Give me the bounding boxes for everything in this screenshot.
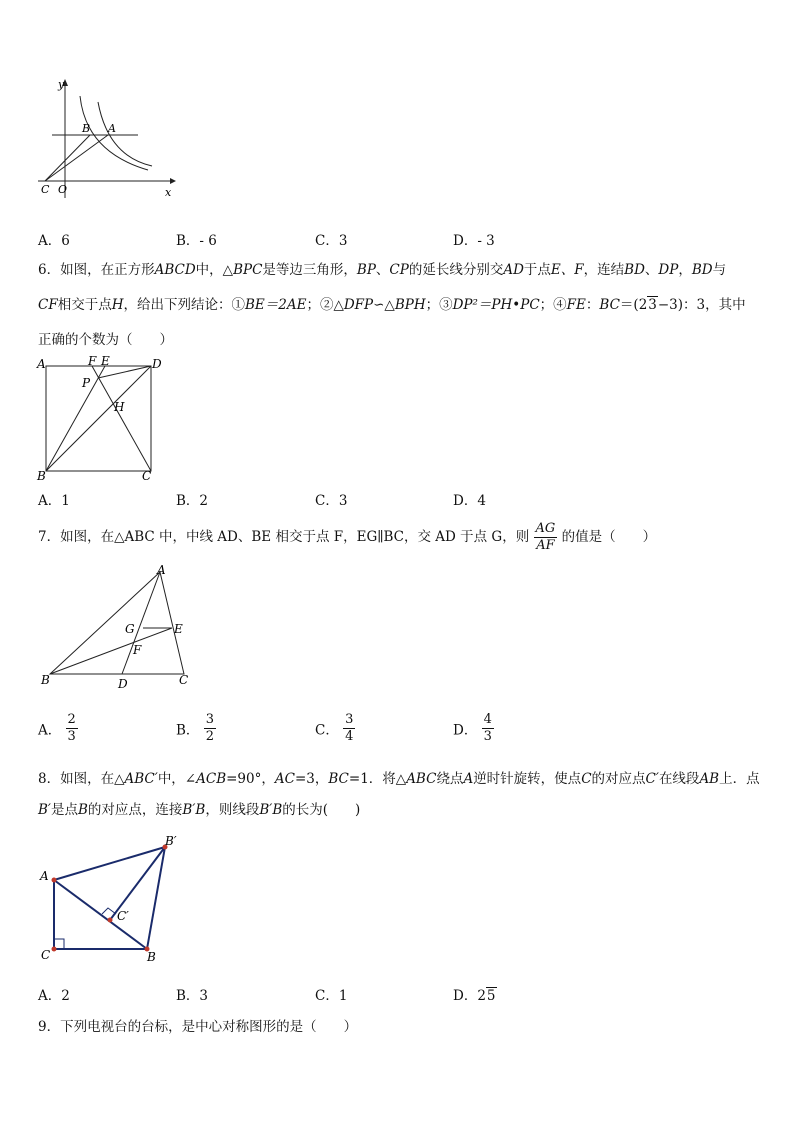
q6-line-1: 6．如图，在正方形ABCD中，△BPC是等边三角形，BP、CP的延长线分别交AD于点E、F，连结BD、DP，BD与 (38, 262, 727, 278)
q7-label-a: A (157, 563, 166, 577)
q7-figure (36, 562, 196, 692)
q8-label-b: B (147, 950, 156, 964)
q7-label-b: B (41, 673, 50, 687)
q5-label-c: C (41, 183, 50, 196)
q8-option-b[interactable]: B．3 (176, 988, 209, 1004)
q7-label-g: G (125, 622, 135, 636)
q5-figure (30, 74, 180, 204)
q7-option-b[interactable]: B． $\frac{3}{2}$ (176, 712, 214, 744)
q8-label-b-prime: B′ (165, 834, 177, 848)
q6-label-a: A (37, 357, 46, 371)
q6-label-h: H (114, 400, 125, 414)
q7-text: 7．如图，在△ABC 中，中线 AD、BE 相交于点 F，EG∥BC，交 AD 于点 G，则 $\frac{AG}{AF}$ 的值是（ ） (38, 521, 657, 553)
q6-label-f: F (88, 354, 97, 368)
q8-label-c: C (41, 948, 51, 962)
q5-option-a[interactable]: A．6 (38, 233, 70, 249)
q6-label-e: E (101, 354, 110, 368)
q7-option-c[interactable]: C． $\frac{3}{4}$ (315, 712, 354, 744)
q6-option-d[interactable]: D．4 (453, 493, 486, 509)
q8-label-a: A (40, 869, 49, 883)
q6-option-a[interactable]: A．1 (38, 493, 70, 509)
q6-label-b: B (37, 469, 46, 483)
q8-option-d[interactable]: D．25 (453, 988, 496, 1004)
q6-label-c: C (142, 469, 152, 483)
q5-label-o: O (58, 183, 68, 196)
q6-line-3: 正确的个数为（ ） (38, 332, 173, 348)
q6-option-b[interactable]: B．2 (176, 493, 209, 509)
q8-label-c-prime: C′ (117, 909, 129, 923)
q7-label-c: C (179, 673, 189, 687)
q6-figure (34, 354, 166, 484)
q7-label-d: D (118, 677, 128, 691)
q7-fraction: $\frac{AG}{AF}$ (535, 521, 556, 553)
q6-option-c[interactable]: C．3 (315, 493, 348, 509)
sqrt-symbol: 5 (486, 988, 496, 1004)
q7-label-e: E (174, 622, 183, 636)
q8-option-a[interactable]: A．2 (38, 988, 70, 1004)
q6-label-p: P (82, 376, 91, 390)
q5-label-b: B (82, 122, 91, 135)
sqrt-symbol: 3 (648, 297, 657, 313)
q6-label-d: D (152, 357, 162, 371)
q8-line-2: B′是点B的对应点，连接B′B，则线段B′B的长为( ) (38, 802, 361, 818)
q6-line-2: CF相交于点H，给出下列结论：①BE＝2AE；②△DFP∽△BPH；③DP²＝PH•PC；④FE：BC＝(23−3)：3，其中 (38, 297, 746, 313)
q5-option-d[interactable]: D．- 3 (453, 233, 495, 249)
q8-line-1: 8．如图，在△ABC′中，∠ACB=90°，AC=3，BC=1．将△ABC绕点A逆时针旋转，使点C的对应点C′在线段AB上．点 (38, 771, 760, 787)
q5-label-a: A (108, 122, 116, 135)
q8-figure (36, 828, 196, 968)
q5-label-x: x (165, 186, 172, 199)
q8-option-c[interactable]: C．1 (315, 988, 348, 1004)
q7-option-d[interactable]: D． $\frac{4}{3}$ (453, 712, 492, 744)
q5-option-b[interactable]: B．- 6 (176, 233, 217, 249)
q5-option-c[interactable]: C．3 (315, 233, 348, 249)
q9-text: 9．下列电视台的台标，是中心对称图形的是（ ） (38, 1019, 358, 1035)
q5-label-y: y (58, 78, 65, 91)
q7-option-a[interactable]: A． $\frac{2}{3}$ (38, 712, 76, 744)
q7-label-f: F (133, 643, 142, 657)
